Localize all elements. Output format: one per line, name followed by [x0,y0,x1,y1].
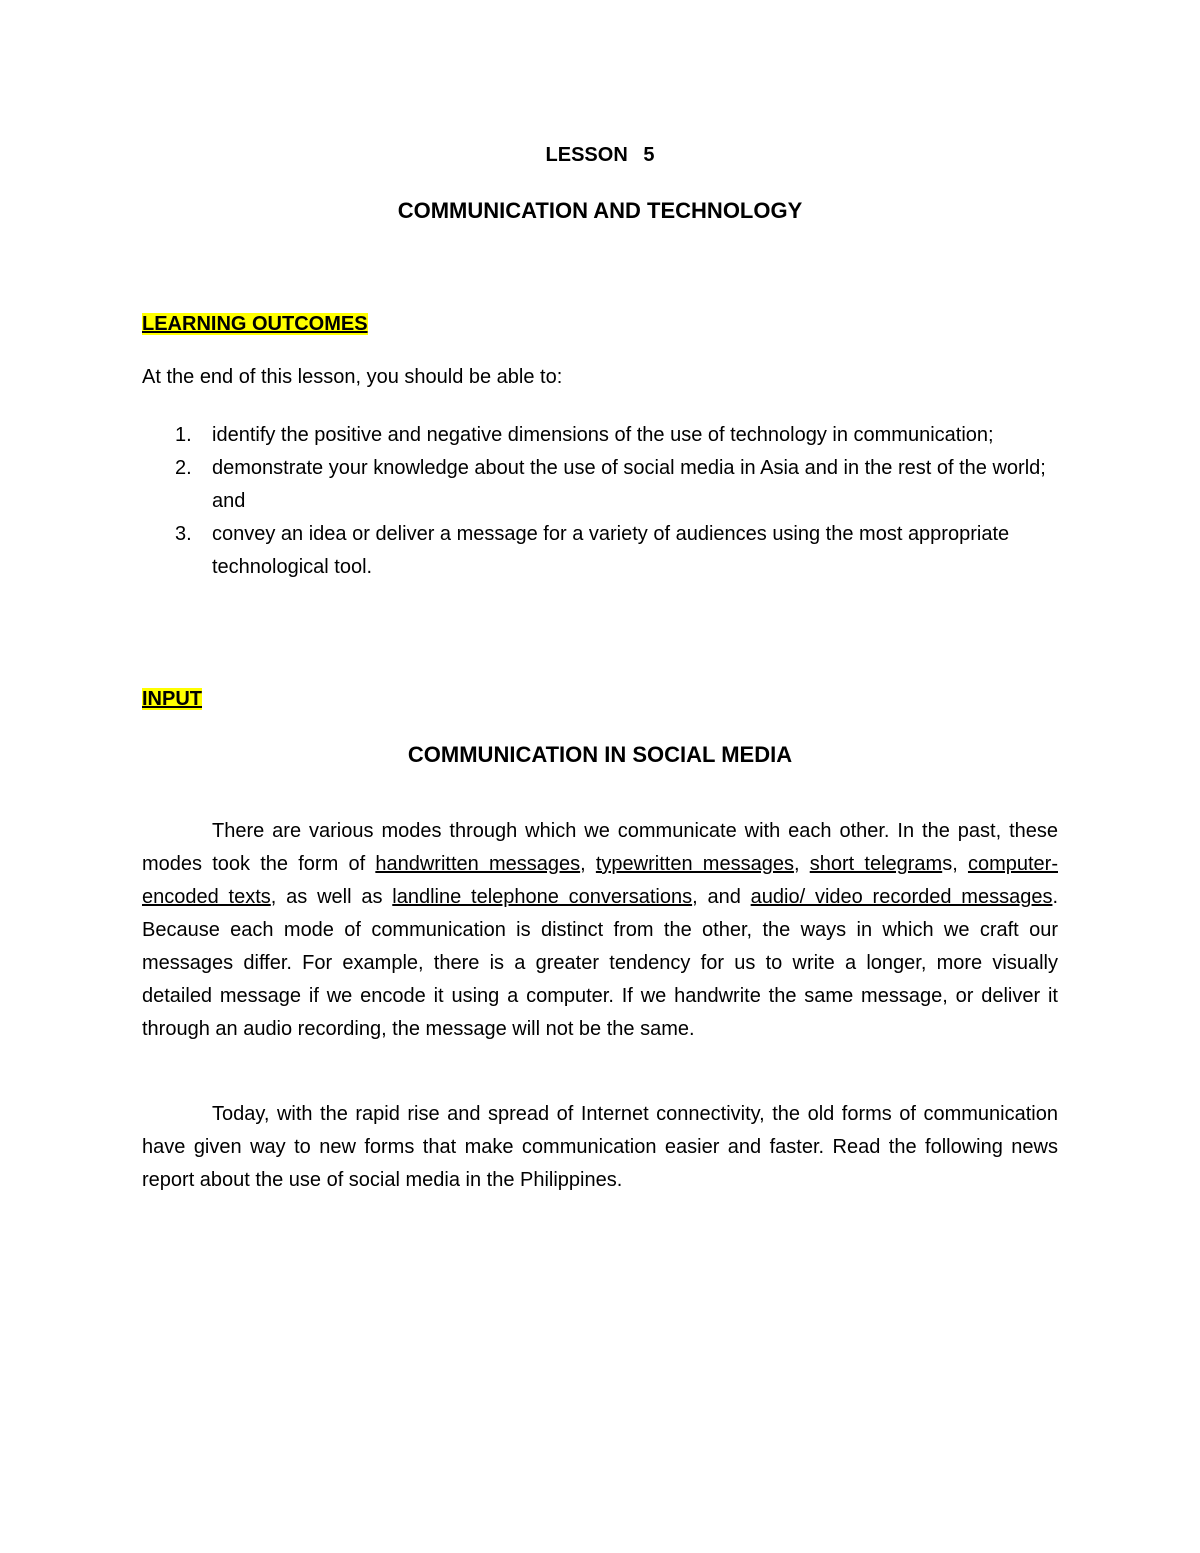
document-page [142,0,1058,1553]
separator: , as well as [270,886,393,908]
list-item [142,518,1058,584]
lesson-label: LESSON 5 [545,144,655,166]
term-handwritten-messages: handwritten messages [375,853,581,875]
term-typewritten-messages: typewritten messages [595,853,794,875]
term-short-telegrams: short telegram [809,853,943,875]
learning-outcomes-heading-text: LEARNING OUTCOMES [142,313,368,335]
paragraph-lead: There are various modes through which we communicate with each other. In the past, these modes took the form of [142,820,1058,875]
list-item-text: identify the positive and negative dimensions of the use of technology in communication; [212,424,994,446]
input-heading-text: INPUT [142,688,202,710]
learning-outcomes-intro: At the end of this lesson, you should be able to: [142,366,563,388]
document-title: COMMUNICATION AND TECHNOLOGY [397,198,803,223]
list-item-number: 1. [175,424,192,446]
section-title: COMMUNICATION IN SOCIAL MEDIA [407,742,793,767]
body-paragraph-2 [142,1098,1058,1197]
learning-outcomes-list [142,419,1058,584]
list-item [142,419,1058,452]
list-item [142,452,1058,518]
list-item-text: demonstrate your knowledge about the use of social media in Asia and in the rest of the world; and [212,457,1046,512]
separator: , [580,853,596,875]
separator: , and [692,886,751,908]
input-heading [142,688,202,711]
separator: , [793,853,810,875]
term-landline-telephone-conversations: landline telephone conversations [392,886,693,908]
body-paragraph-1 [142,815,1058,1046]
paragraph-text: Today, with the rapid rise and spread of Internet connectivity, the old forms of communication have given way to new forms that make communication easier and faster. Read the following news report about the use of social media in the Philippines. [142,1103,1058,1191]
list-item-number: 2. [175,457,192,479]
learning-outcomes-heading [142,313,368,336]
separator: s, [942,853,968,875]
paragraph-rest: . Because each mode of communication is distinct from the other, the ways in which we craft our messages differ. For example, there is a greater tendency for us to write a longer, more visually detailed message if we encode it using a computer. If we handwrite the same message, or deliver it through an audio recording, the message will not be the same. [142,886,1059,1040]
list-item-number: 3. [175,523,192,545]
list-item-text: convey an idea or deliver a message for a variety of audiences using the most appropriate technological tool. [212,523,1010,578]
term-computer-encoded-texts: computer-encoded texts [142,853,1058,908]
term-audio-video-recorded-messages: audio/ video recorded messages [750,886,1053,908]
